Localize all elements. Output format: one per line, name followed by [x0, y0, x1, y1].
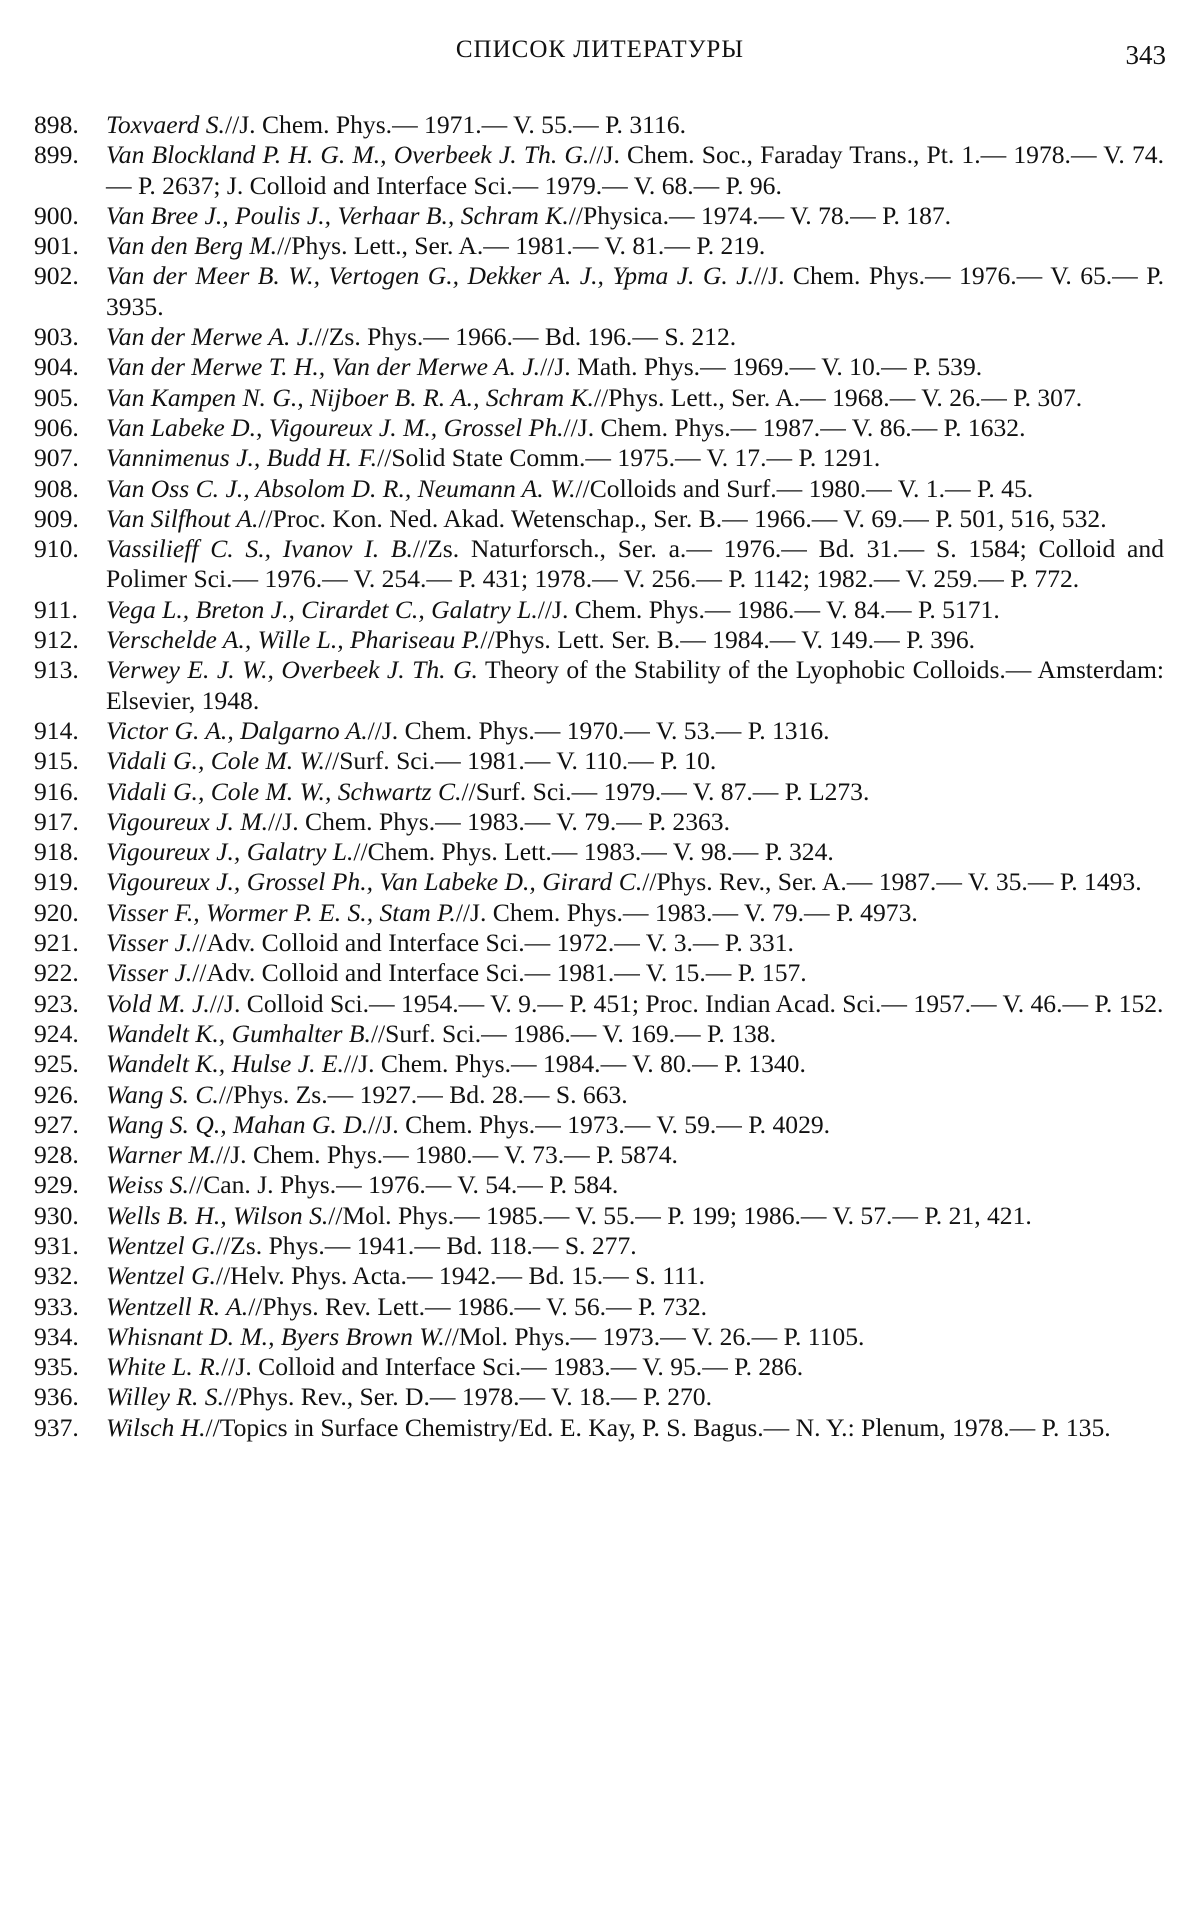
- reference-number: 919.: [34, 867, 79, 897]
- reference-entry: [34, 261, 1164, 322]
- reference-details: //J. Chem. Phys.— 1986.— V. 84.— P. 5171.: [537, 594, 1000, 624]
- reference-number: 917.: [34, 806, 79, 836]
- reference-details: Theory of the Stability of the Lyophobic Colloids.— Amsterdam: Elsevier, 1948.: [106, 655, 1164, 715]
- reference-number: 925.: [34, 1049, 79, 1079]
- reference-number: 931.: [34, 1230, 79, 1260]
- reference-details: //Chem. Phys. Lett.— 1983.— V. 98.— P. 324.: [353, 837, 834, 867]
- reference-number: 916.: [34, 776, 79, 806]
- reference-authors: Willey R. S.: [106, 1382, 224, 1412]
- reference-entry: [34, 595, 1164, 625]
- reference-entry: [34, 928, 1164, 958]
- reference-number: 918.: [34, 837, 79, 867]
- reference-details: //J. Chem. Phys.— 1983.— V. 79.— P. 4973.: [455, 897, 918, 927]
- reference-details: //J. Colloid and Interface Sci.— 1983.— V. 95.— P. 286.: [221, 1352, 804, 1382]
- reference-entry: [34, 716, 1164, 746]
- reference-authors: Van Kampen N. G., Nijboer B. R. A., Schram K.: [106, 382, 594, 412]
- reference-entry: [34, 231, 1164, 261]
- reference-details: //Proc. Kon. Ned. Akad. Wetenschap., Ser. B.— 1966.— V. 69.— P. 501, 516, 532.: [258, 503, 1107, 533]
- reference-number: 911.: [34, 594, 78, 624]
- reference-authors: Weiss S.: [106, 1170, 189, 1200]
- page-header: [0, 36, 1200, 76]
- reference-entry: [34, 443, 1164, 473]
- reference-details: //J. Chem. Phys.— 1983.— V. 79.— P. 2363.: [268, 806, 730, 836]
- reference-entry: [34, 1019, 1164, 1049]
- reference-entry: [34, 201, 1164, 231]
- reference-number: 910.: [34, 534, 79, 564]
- reference-number: 928.: [34, 1140, 79, 1170]
- reference-authors: Toxvaerd S.: [106, 110, 225, 139]
- reference-number: 932.: [34, 1261, 79, 1291]
- reference-number: 930.: [34, 1200, 79, 1230]
- reference-authors: Van Labeke D., Vigoureux J. M., Grossel Ph.: [106, 412, 564, 442]
- reference-authors: Whisnant D. M., Byers Brown W.: [106, 1321, 445, 1351]
- reference-number: 921.: [34, 928, 79, 958]
- reference-entry: [34, 1140, 1164, 1170]
- reference-entry: [34, 1382, 1164, 1412]
- reference-entry: [34, 474, 1164, 504]
- reference-entry: [34, 655, 1164, 716]
- reference-authors: Warner M.: [106, 1140, 216, 1170]
- reference-details: //Topics in Surface Chemistry/Ed. E. Kay, P. S. Bagus.— N. Y.: Plenum, 1978.— P. 135.: [205, 1412, 1111, 1442]
- reference-details: //Colloids and Surf.— 1980.— V. 1.— P. 45.: [575, 473, 1034, 503]
- reference-details: //Phys. Lett., Ser. A.— 1981.— V. 81.— P. 219.: [277, 231, 766, 261]
- reference-number: 912.: [34, 625, 79, 655]
- reference-details: //J. Chem. Soc., Faraday Trans., Pt. 1.— 1978.— V. 74.— P. 2637; J. Colloid and Interface Sci.— 1979.— V. 68.— P. 96.: [106, 140, 1164, 200]
- reference-details: //Zs. Naturforsch., Ser. a.— 1976.— Bd. 31.— S. 1584; Colloid and Polimer Sci.— 1976.— V. 254.— P. 431; 1978.— V. 256.— P. 1142; 1982.— V. 259.— P. 772.: [106, 534, 1164, 594]
- reference-details: //J. Chem. Phys.— 1976.— V. 65.— P. 3935.: [106, 261, 1164, 321]
- reference-authors: Wandelt K., Hulse J. E.: [106, 1049, 344, 1079]
- reference-details: //Solid State Comm.— 1975.— V. 17.— P. 1291.: [377, 443, 881, 473]
- reference-authors: Vigoureux J., Grossel Ph., Van Labeke D., Girard C.: [106, 867, 643, 897]
- reference-authors: Visser J.: [106, 958, 193, 988]
- reference-authors: Wang S. Q., Mahan G. D.: [106, 1109, 369, 1139]
- reference-details: //Physica.— 1974.— V. 78.— P. 187.: [568, 200, 952, 230]
- reference-authors: Victor G. A., Dalgarno A.: [106, 715, 368, 745]
- reference-authors: Van Silfhout A.: [106, 503, 259, 533]
- reference-number: 904.: [34, 352, 79, 382]
- reference-authors: Van Blockland P. H. G. M., Overbeek J. Th. G.: [106, 140, 590, 170]
- reference-authors: Van der Merwe T. H., Van der Merwe A. J.: [106, 352, 541, 382]
- reference-authors: Vega L., Breton J., Cirardet C., Galatry L.: [106, 594, 538, 624]
- reference-details: //Helv. Phys. Acta.— 1942.— Bd. 15.— S. 111.: [215, 1261, 706, 1291]
- reference-authors: Van Oss C. J., Absolom D. R., Neumann A. W.: [106, 473, 576, 503]
- reference-authors: Visser J.: [106, 928, 193, 958]
- reference-entry: [34, 504, 1164, 534]
- reference-entry: [34, 322, 1164, 352]
- reference-authors: Wandelt K., Gumhalter B.: [106, 1018, 371, 1048]
- running-title: СПИСОК ЛИТЕРАТУРЫ: [455, 36, 745, 63]
- reference-details: //J. Colloid Sci.— 1954.— V. 9.— P. 451; Proc. Indian Acad. Sci.— 1957.— V. 46.— P. 152.: [209, 988, 1164, 1018]
- page-number: 343: [1125, 40, 1166, 70]
- reference-list: [34, 110, 1164, 1443]
- reference-authors: Wang S. C.: [106, 1079, 219, 1109]
- reference-number: 937.: [34, 1412, 79, 1442]
- reference-details: //Surf. Sci.— 1981.— V. 110.— P. 10.: [324, 746, 717, 776]
- reference-entry: [34, 1322, 1164, 1352]
- reference-authors: Visser F., Wormer P. E. S., Stam P.: [106, 897, 456, 927]
- reference-details: //J. Chem. Phys.— 1980.— V. 73.— P. 5874.: [215, 1140, 678, 1170]
- reference-entry: [34, 777, 1164, 807]
- reference-authors: Vannimenus J., Budd H. F.: [106, 443, 378, 473]
- reference-entry: [34, 989, 1164, 1019]
- reference-number: 898.: [34, 110, 79, 139]
- reference-number: 913.: [34, 655, 79, 685]
- reference-authors: Vigoureux J. M.: [106, 806, 269, 836]
- reference-number: 922.: [34, 958, 79, 988]
- reference-number: 935.: [34, 1352, 79, 1382]
- reference-number: 924.: [34, 1018, 79, 1048]
- reference-entry: [34, 1201, 1164, 1231]
- reference-number: 907.: [34, 443, 79, 473]
- reference-number: 903.: [34, 322, 79, 352]
- reference-authors: Vidali G., Cole M. W.: [106, 746, 325, 776]
- reference-authors: Wentzel G.: [106, 1230, 216, 1260]
- reference-number: 929.: [34, 1170, 79, 1200]
- reference-number: 936.: [34, 1382, 79, 1412]
- reference-details: //Zs. Phys.— 1966.— Bd. 196.— S. 212.: [314, 322, 737, 352]
- reference-authors: Van der Merwe A. J.: [106, 322, 315, 352]
- reference-details: //Phys. Rev., Ser. D.— 1978.— V. 18.— P. 270.: [223, 1382, 712, 1412]
- reference-authors: Wells B. H., Wilson S.: [106, 1200, 329, 1230]
- reference-number: 899.: [34, 140, 79, 170]
- reference-entry: [34, 1080, 1164, 1110]
- reference-authors: Van der Meer B. W., Vertogen G., Dekker A. J., Ypma J. G. J.: [106, 261, 754, 291]
- reference-authors: White L. R.: [106, 1352, 222, 1382]
- reference-entry: [34, 140, 1164, 201]
- reference-authors: Van Bree J., Poulis J., Verhaar B., Schram K.: [106, 200, 569, 230]
- reference-number: 926.: [34, 1079, 79, 1109]
- reference-details: //Phys. Rev., Ser. A.— 1987.— V. 35.— P. 1493.: [642, 867, 1142, 897]
- reference-details: //J. Chem. Phys.— 1987.— V. 86.— P. 1632.: [563, 412, 1026, 442]
- reference-entry: [34, 1292, 1164, 1322]
- reference-details: //Surf. Sci.— 1986.— V. 169.— P. 138.: [370, 1018, 776, 1048]
- reference-details: //Phys. Lett. Ser. B.— 1984.— V. 149.— P. 396.: [480, 625, 976, 655]
- reference-entry: [34, 867, 1164, 897]
- reference-entry: [34, 534, 1164, 595]
- reference-authors: Wentzel G.: [106, 1261, 216, 1291]
- reference-number: 908.: [34, 473, 79, 503]
- reference-details: //Adv. Colloid and Interface Sci.— 1972.— V. 3.— P. 331.: [192, 928, 794, 958]
- reference-authors: Verschelde A., Wille L., Phariseau P.: [106, 625, 481, 655]
- reference-number: 923.: [34, 988, 79, 1018]
- reference-entry: [34, 1261, 1164, 1291]
- reference-authors: Wilsch H.: [106, 1412, 206, 1442]
- reference-details: //Mol. Phys.— 1973.— V. 26.— P. 1105.: [444, 1321, 865, 1351]
- reference-entry: [34, 898, 1164, 928]
- reference-authors: Verwey E. J. W., Overbeek J. Th. G.: [106, 655, 478, 685]
- reference-details: //Mol. Phys.— 1985.— V. 55.— P. 199; 1986.— V. 57.— P. 21, 421.: [328, 1200, 1032, 1230]
- reference-number: 906.: [34, 412, 79, 442]
- reference-number: 933.: [34, 1291, 79, 1321]
- reference-entry: [34, 1352, 1164, 1382]
- reference-authors: Vassilieff C. S., Ivanov I. B.: [106, 534, 413, 564]
- reference-number: 927.: [34, 1109, 79, 1139]
- reference-entry: [34, 352, 1164, 382]
- reference-number: 920.: [34, 897, 79, 927]
- reference-number: 905.: [34, 382, 79, 412]
- reference-entry: [34, 1049, 1164, 1079]
- reference-details: //Phys. Lett., Ser. A.— 1968.— V. 26.— P. 307.: [593, 382, 1083, 412]
- reference-entry: [34, 958, 1164, 988]
- reference-details: //J. Chem. Phys.— 1971.— V. 55.— P. 3116.: [224, 110, 686, 139]
- reference-details: //J. Chem. Phys.— 1973.— V. 59.— P. 4029.: [368, 1109, 831, 1139]
- reference-details: //Can. J. Phys.— 1976.— V. 54.— P. 584.: [188, 1170, 619, 1200]
- reference-number: 909.: [34, 503, 79, 533]
- reference-details: //Adv. Colloid and Interface Sci.— 1981.— V. 15.— P. 157.: [192, 958, 807, 988]
- reference-number: 901.: [34, 231, 79, 261]
- reference-number: 915.: [34, 746, 79, 776]
- reference-entry: [34, 807, 1164, 837]
- reference-number: 934.: [34, 1321, 79, 1351]
- reference-details: //Zs. Phys.— 1941.— Bd. 118.— S. 277.: [215, 1230, 637, 1260]
- reference-number: 914.: [34, 715, 79, 745]
- reference-entry: [34, 413, 1164, 443]
- reference-details: //J. Chem. Phys.— 1984.— V. 80.— P. 1340.: [343, 1049, 806, 1079]
- reference-details: //Phys. Zs.— 1927.— Bd. 28.— S. 663.: [218, 1079, 628, 1109]
- reference-entry: [34, 746, 1164, 776]
- reference-entry: [34, 1170, 1164, 1200]
- reference-details: //J. Math. Phys.— 1969.— V. 10.— P. 539.: [540, 352, 983, 382]
- reference-entry: [34, 1231, 1164, 1261]
- reference-number: 900.: [34, 200, 79, 230]
- reference-details: //Surf. Sci.— 1979.— V. 87.— P. L273.: [461, 776, 870, 806]
- reference-entry: [34, 1413, 1164, 1443]
- reference-entry: [34, 837, 1164, 867]
- reference-entry: [34, 110, 1164, 140]
- reference-authors: Vigoureux J., Galatry L.: [106, 837, 354, 867]
- reference-authors: Van den Berg M.: [106, 231, 278, 261]
- reference-number: 902.: [34, 261, 79, 291]
- reference-entry: [34, 625, 1164, 655]
- reference-authors: Vidali G., Cole M. W., Schwartz C.: [106, 776, 462, 806]
- reference-authors: Wentzell R. A.: [106, 1291, 249, 1321]
- reference-authors: Vold M. J.: [106, 988, 210, 1018]
- reference-entry: [34, 1110, 1164, 1140]
- reference-entry: [34, 383, 1164, 413]
- reference-details: //Phys. Rev. Lett.— 1986.— V. 56.— P. 732.: [248, 1291, 708, 1321]
- reference-details: //J. Chem. Phys.— 1970.— V. 53.— P. 1316.: [367, 715, 830, 745]
